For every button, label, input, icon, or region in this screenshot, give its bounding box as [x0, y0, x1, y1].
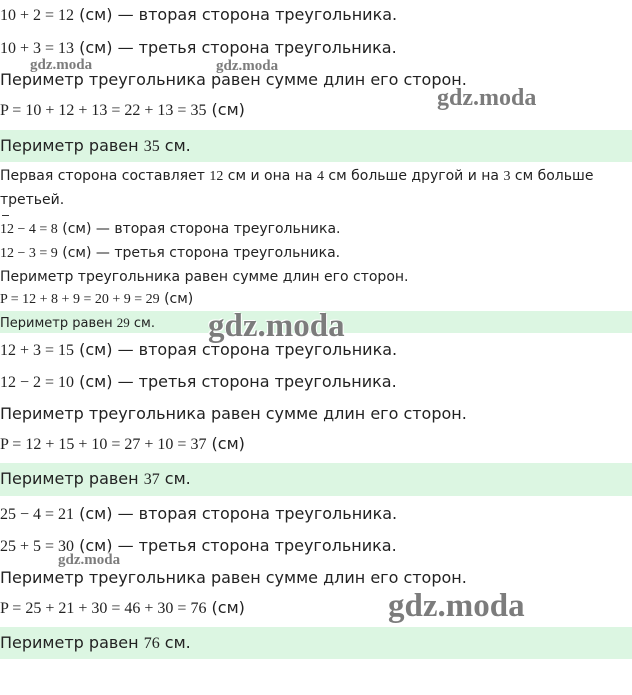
- watermark-logo: gdz.moda: [30, 57, 93, 73]
- answer-line: [0, 138, 191, 155]
- problem-text-line: [0, 193, 64, 207]
- line-text: (см) — третья сторона треугольника.: [74, 38, 397, 57]
- math-expression: 29: [116, 315, 130, 330]
- formula-line: [0, 600, 245, 617]
- watermark-logo: gdz.moda: [58, 552, 121, 568]
- solution-line: [0, 7, 397, 24]
- line-text: см.: [159, 633, 191, 652]
- line-text: (см): [159, 291, 194, 307]
- formula-line: [0, 292, 193, 307]
- math-expression: 35: [143, 138, 160, 155]
- line-text: Периметр треугольника равен сумме длин его сторон.: [0, 568, 467, 587]
- line-text: (см) — вторая сторона треугольника.: [74, 504, 398, 523]
- line-text: Периметр треугольника равен сумме длин его сторон.: [0, 269, 409, 285]
- line-text: см больше: [510, 168, 594, 184]
- line-text: Периметр равен: [0, 633, 144, 652]
- solution-line: [0, 222, 341, 237]
- math-expression: 76: [143, 635, 160, 652]
- math-expression: 10 + 3 = 13: [0, 40, 75, 57]
- math-expression: 25 + 5 = 30: [0, 538, 75, 555]
- watermark-logo: gdz.moda: [437, 85, 537, 111]
- line-text: (см) — третья сторона треугольника.: [57, 245, 341, 261]
- line-text: Периметр треугольника равен сумме длин его сторон.: [0, 404, 467, 423]
- answer-line: [0, 471, 191, 488]
- formula-line: [0, 102, 245, 119]
- math-expression: 3: [503, 169, 511, 184]
- line-text: (см) — третья сторона треугольника.: [74, 372, 397, 391]
- answer-line: [0, 635, 191, 652]
- solution-line: [0, 374, 397, 391]
- math-expression: 12 − 2 = 10: [0, 374, 75, 391]
- line-text: (см): [206, 100, 245, 119]
- line-text: Периметр равен: [0, 316, 117, 331]
- watermark-logo: gdz.moda: [208, 308, 345, 344]
- math-expression: P = 12 + 8 + 9 = 20 + 9 = 29: [0, 292, 160, 307]
- math-expression: P = 10 + 12 + 13 = 22 + 13 = 35: [0, 102, 207, 119]
- line-text: третьей.: [0, 192, 65, 208]
- line-text: Первая сторона составляет: [0, 168, 210, 184]
- math-expression: 12 − 4 = 8: [0, 222, 58, 237]
- line-text: (см) — третья сторона треугольника.: [74, 536, 397, 555]
- line-text: см и она на: [223, 168, 317, 184]
- math-expression: 4: [316, 169, 324, 184]
- math-expression: 12 − 3 = 9: [0, 246, 58, 261]
- line-text: см больше другой и на: [323, 168, 504, 184]
- solution-line: [0, 72, 467, 88]
- line-text: см.: [129, 316, 155, 331]
- math-expression: 10 + 2 = 12: [0, 7, 75, 24]
- line-text: (см): [206, 598, 245, 617]
- line-text: (см): [206, 434, 245, 453]
- math-expression: 37: [143, 471, 160, 488]
- line-text: см.: [159, 469, 191, 488]
- solution-line: [0, 270, 408, 284]
- solution-line: [0, 570, 467, 586]
- math-expression: P = 25 + 21 + 30 = 46 + 30 = 76: [0, 600, 207, 617]
- line-text: Периметр равен: [0, 469, 144, 488]
- line-text: (см) — вторая сторона треугольника.: [57, 221, 341, 237]
- math-expression: 12 + 3 = 15: [0, 342, 75, 359]
- math-expression: 25 − 4 = 21: [0, 506, 75, 523]
- line-text: Периметр равен: [0, 136, 144, 155]
- solution-line: [0, 342, 397, 359]
- answer-line: [0, 316, 155, 330]
- solution-line: [0, 406, 467, 422]
- solution-line: [0, 506, 397, 523]
- line-text: (см) — вторая сторона треугольника.: [74, 340, 398, 359]
- divider-mark: [2, 215, 9, 216]
- solution-line: [0, 246, 340, 261]
- watermark-logo: gdz.moda: [388, 588, 525, 624]
- solution-line: [0, 40, 397, 57]
- line-text: см.: [159, 136, 191, 155]
- formula-line: [0, 436, 245, 453]
- watermark-logo: gdz.moda: [216, 58, 279, 74]
- problem-text-line: [0, 169, 593, 184]
- line-text: (см) — вторая сторона треугольника.: [74, 5, 398, 24]
- line-text: Периметр треугольника равен сумме длин его сторон.: [0, 70, 467, 89]
- math-expression: 12: [209, 169, 224, 184]
- math-expression: P = 12 + 15 + 10 = 27 + 10 = 37: [0, 436, 207, 453]
